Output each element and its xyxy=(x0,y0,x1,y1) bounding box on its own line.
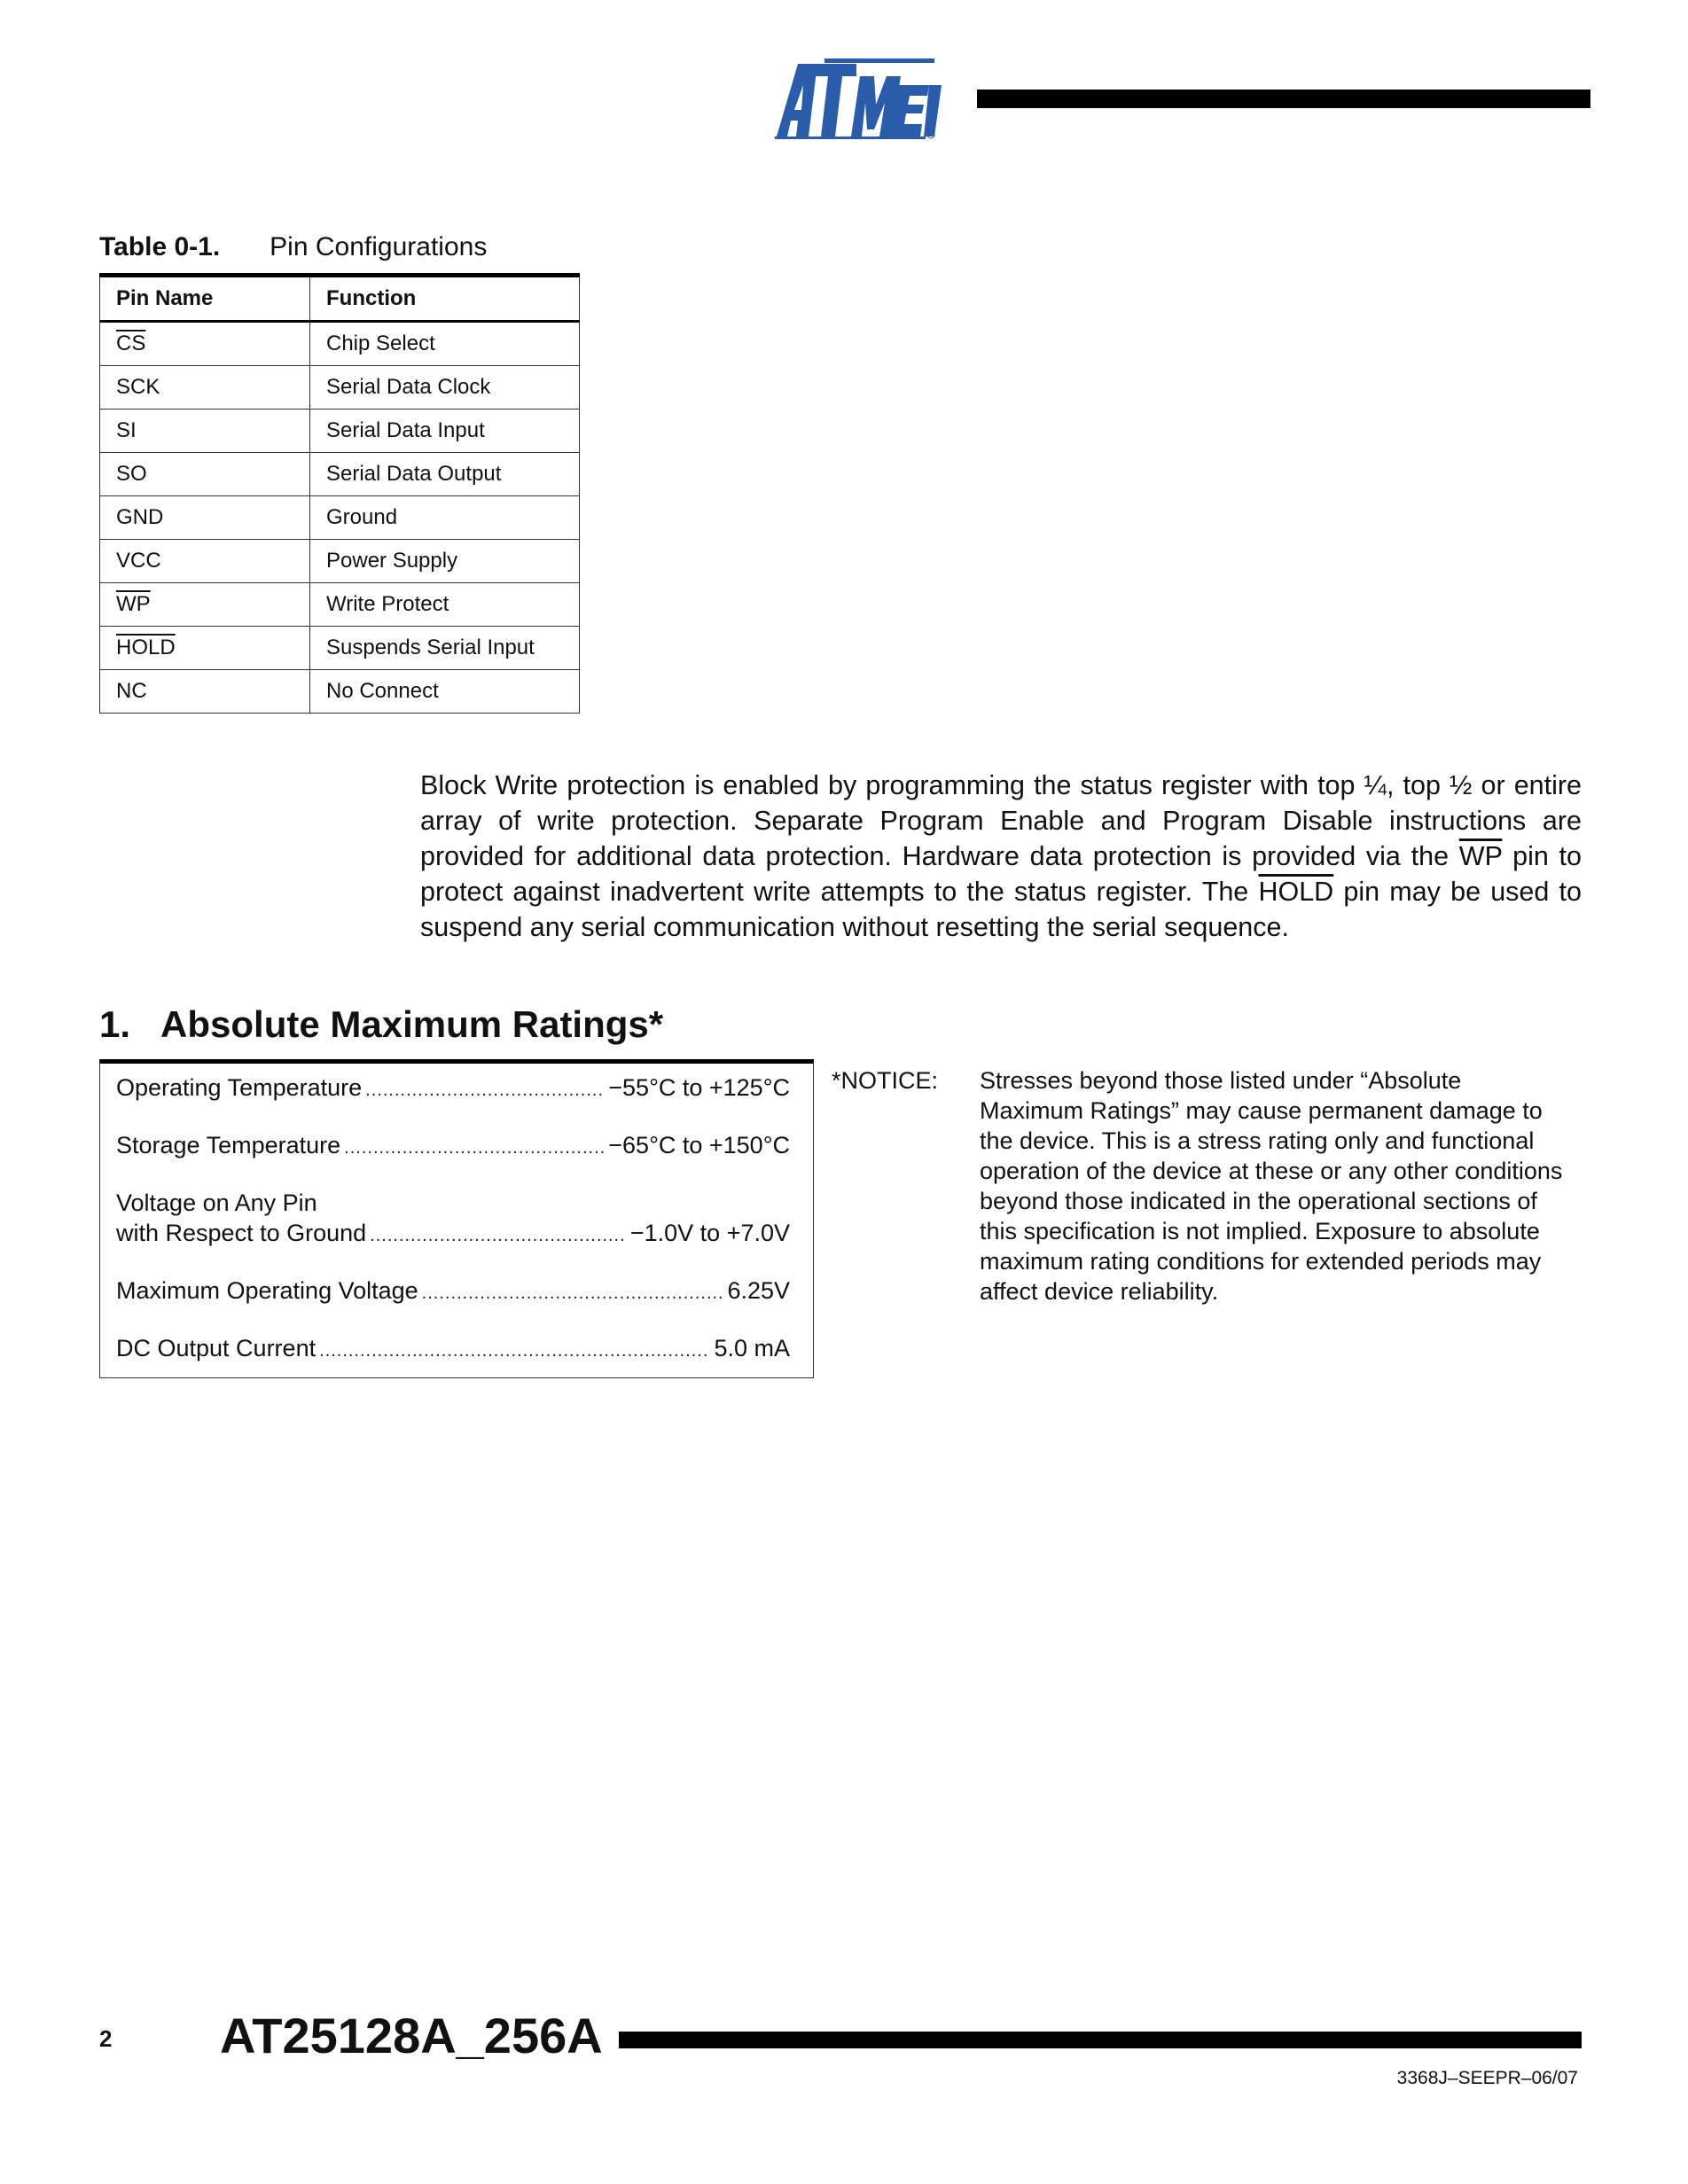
absolute-maximum-ratings-box xyxy=(99,1059,814,1378)
pin-name: HOLD xyxy=(116,636,176,659)
page-number: 2 xyxy=(99,2025,113,2052)
table-header-row xyxy=(100,276,580,322)
pin-function: Suspends Serial Input xyxy=(310,627,580,670)
section-heading xyxy=(99,1003,663,1046)
rating-value: −65°C to +150°C xyxy=(608,1132,790,1158)
table-row xyxy=(100,583,580,627)
pin-name: GND xyxy=(116,505,164,529)
block-write-protection-paragraph xyxy=(420,768,1582,945)
document-code: 3368J–SEEPR–06/07 xyxy=(1396,2068,1578,2088)
pin-function: No Connect xyxy=(310,670,580,714)
wp-pin-reference: $\overline{WP}$ xyxy=(1458,841,1503,871)
rating-label-line2: with Respect to Ground xyxy=(116,1220,367,1246)
pin-function: Write Protect xyxy=(310,583,580,627)
table-row xyxy=(100,496,580,540)
column-header-function: Function xyxy=(310,276,580,322)
paragraph-text: Block Write protection is enabled by programming the status register with top ¼, top ½ or entire array of write protection. Separate Program Enable and Program Disable instructions are provided for additional data protection. Hardware data protection is provided via the xyxy=(420,770,1582,871)
pin-function: Power Supply xyxy=(310,540,580,583)
pin-name: SI xyxy=(116,418,137,442)
rating-label: Maximum Operating Voltage xyxy=(116,1277,418,1304)
table-row xyxy=(100,670,580,714)
dot-leader xyxy=(365,1075,605,1105)
paragraph-text: pin to protect against inadvertent write attempts to the status register. The xyxy=(420,841,1582,907)
pin-function: Serial Data Output xyxy=(310,453,580,496)
rating-value: −1.0V to +7.0V xyxy=(629,1220,790,1246)
rating-max-operating-voltage xyxy=(116,1275,790,1308)
rating-label: Operating Temperature xyxy=(116,1074,363,1101)
document-title: AT25128A_256A xyxy=(220,2008,603,2063)
pin-name: SCK xyxy=(116,375,160,399)
rating-storage-temperature xyxy=(116,1130,790,1163)
table-row xyxy=(100,410,580,453)
section-title: Absolute Maximum Ratings* xyxy=(160,1003,664,1045)
atmel-logo xyxy=(773,58,942,140)
rating-label: Storage Temperature xyxy=(116,1132,341,1158)
rating-label-line1: Voltage on Any Pin xyxy=(116,1190,317,1216)
header-rule xyxy=(977,90,1590,108)
rating-value: 6.25V xyxy=(727,1277,790,1304)
column-header-pin-name: Pin Name xyxy=(100,276,310,322)
dot-leader xyxy=(319,1336,710,1366)
rating-value: 5.0 mA xyxy=(714,1335,790,1361)
footer-rule xyxy=(619,2032,1582,2048)
paragraph-text: pin may be used to suspend any serial communication without resetting the serial sequence. xyxy=(420,877,1582,942)
pin-configuration-table xyxy=(99,273,580,714)
table-row xyxy=(100,453,580,496)
pin-name: NC xyxy=(116,679,147,703)
notice-text: Stresses beyond those listed under “Absolute Maximum Ratings” may cause permanent damage to the device. This is a stress rating only and functional operation of the device at these or any other conditions beyond those indicated in the operational sections of this specification is not implied. Exposure to absolute maximum rating conditions for extended periods may affect device reliability. xyxy=(980,1067,1563,1305)
pin-name: VCC xyxy=(116,549,161,573)
rating-operating-temperature xyxy=(116,1072,790,1105)
table-row xyxy=(100,627,580,670)
section-number: 1. xyxy=(99,1003,131,1045)
rating-dc-output-current xyxy=(116,1333,790,1366)
table-row xyxy=(100,322,580,366)
dot-leader xyxy=(370,1221,627,1251)
dot-leader xyxy=(344,1133,605,1163)
table-row xyxy=(100,366,580,410)
hold-pin-reference: HOLD xyxy=(1258,877,1334,907)
pin-name: $\overline{WP}$ xyxy=(116,592,151,616)
pin-function: Serial Data Input xyxy=(310,410,580,453)
pin-name: $\overline{CS}$ xyxy=(116,332,146,355)
pin-name: SO xyxy=(116,462,147,486)
table-caption xyxy=(99,232,487,262)
table-caption-title: Pin Configurations xyxy=(270,232,488,261)
rating-voltage-on-any-pin xyxy=(116,1188,790,1251)
rating-value: −55°C to +125°C xyxy=(608,1074,790,1101)
notice-label: *NOTICE: xyxy=(832,1067,939,1094)
dot-leader xyxy=(422,1278,724,1308)
pin-function: Chip Select xyxy=(310,322,580,366)
pin-function: Ground xyxy=(310,496,580,540)
pin-function: Serial Data Clock xyxy=(310,366,580,410)
table-caption-number: Table 0-1. xyxy=(99,232,221,261)
rating-label: DC Output Current xyxy=(116,1335,316,1361)
table-row xyxy=(100,540,580,583)
